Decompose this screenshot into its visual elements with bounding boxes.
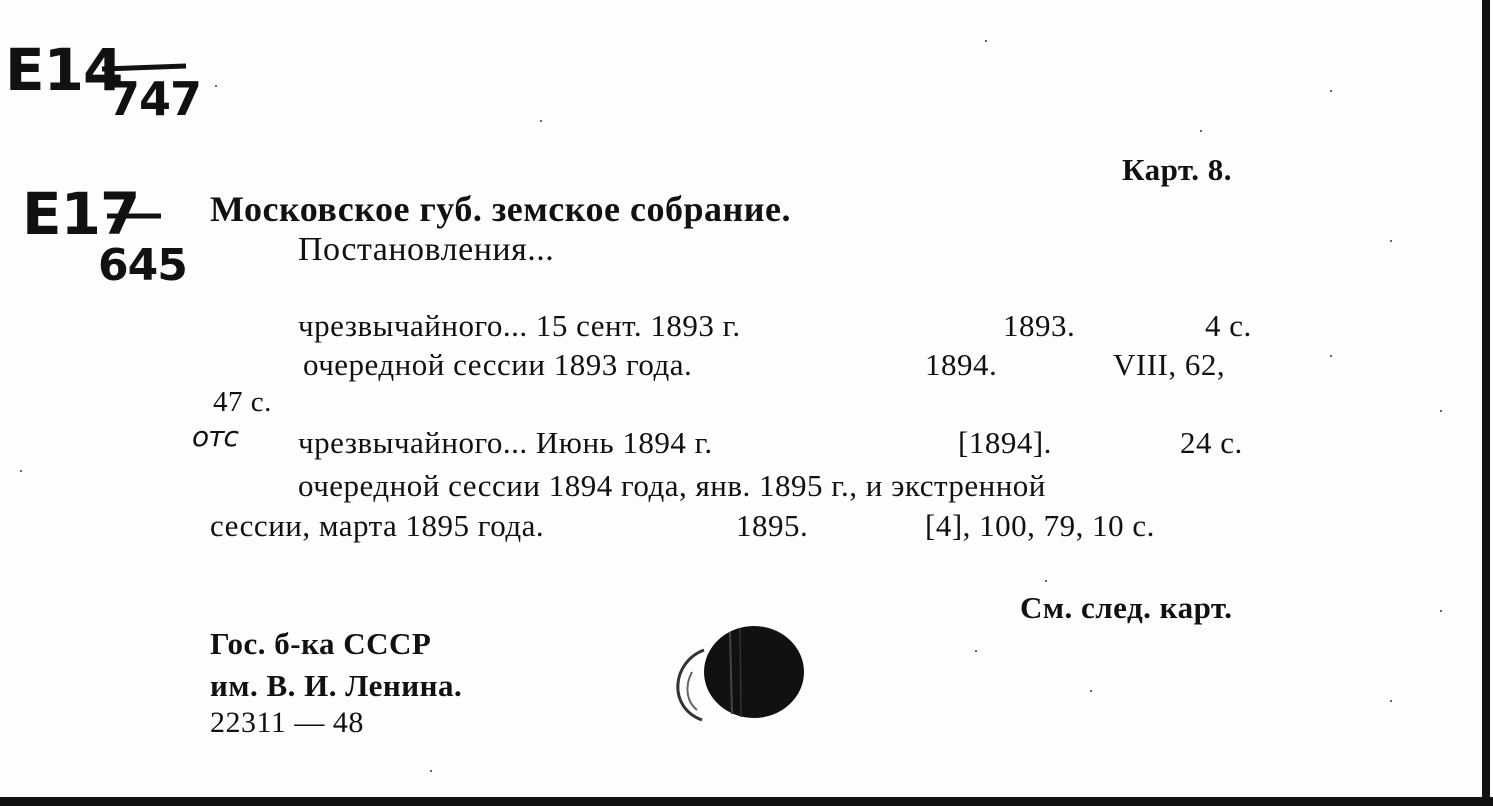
library-imprint-line: 22311 — 48 xyxy=(210,706,364,739)
entry-pages-continued: 47 с. xyxy=(213,386,272,418)
dash-mark xyxy=(105,210,165,222)
card-edge xyxy=(0,797,1493,806)
speck xyxy=(1330,90,1332,92)
speck xyxy=(975,650,977,652)
speck xyxy=(430,770,432,772)
speck xyxy=(1330,355,1332,357)
speck xyxy=(1440,410,1442,412)
entry-year: [1894]. xyxy=(958,425,1052,460)
speck xyxy=(1200,130,1202,132)
card-edge xyxy=(1482,0,1490,806)
speck xyxy=(20,470,22,472)
library-imprint-line: им. В. И. Ленина. xyxy=(210,668,463,703)
entry-pages: 4 с. xyxy=(1205,308,1252,343)
heading: Московское губ. земское собрание. xyxy=(210,189,791,229)
shelfmark-handwritten: 645 xyxy=(98,240,187,291)
entry-title: очередной сессии 1894 года, янв. 1895 г., и экстренной xyxy=(298,468,1046,503)
speck xyxy=(1390,700,1392,702)
shelfmark-handwritten: E14 xyxy=(5,36,123,104)
speck xyxy=(1440,610,1442,612)
entry-title: чрезвычайного... 15 сент. 1893 г. xyxy=(298,308,741,343)
speck xyxy=(540,120,542,122)
entry-year: 1893. xyxy=(1003,308,1076,343)
entry-year: 1894. xyxy=(925,347,998,382)
entry-pages: VIII, 62, xyxy=(1113,347,1226,382)
entry-title-continued: сессии, марта 1895 года. xyxy=(210,508,545,543)
speck xyxy=(1390,240,1392,242)
speck xyxy=(985,40,987,42)
entry-title: очередной сессии 1893 года. xyxy=(303,347,693,382)
entry-year: 1895. xyxy=(736,508,809,543)
punch-hole xyxy=(662,622,812,727)
entry-pages: [4], 100, 79, 10 с. xyxy=(925,508,1155,543)
card-number: Карт. 8. xyxy=(1122,152,1233,187)
speck xyxy=(1090,690,1092,692)
entry-pages: 24 с. xyxy=(1180,425,1243,460)
speck xyxy=(1045,580,1047,582)
subheading: Постановления... xyxy=(298,231,555,268)
see-next-card: См. след. карт. xyxy=(1020,590,1233,625)
speck xyxy=(215,85,217,87)
marginal-note: отс xyxy=(192,420,238,453)
shelfmark-handwritten: 747 xyxy=(108,72,202,126)
entry-title: чрезвычайного... Июнь 1894 г. xyxy=(298,425,713,460)
library-imprint-line: Гос. б-ка СССР xyxy=(210,626,432,661)
shelfmark-handwritten: E17 xyxy=(22,180,140,248)
